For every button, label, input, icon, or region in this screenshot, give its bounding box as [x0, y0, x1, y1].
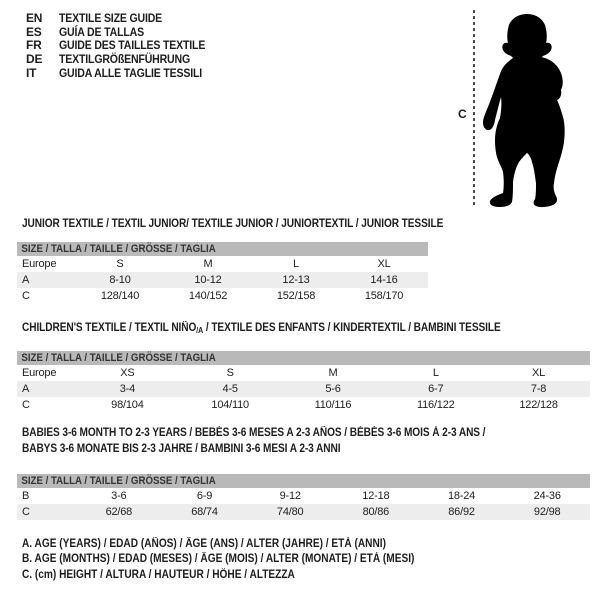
table-row	[17, 504, 590, 520]
children-title-sub: /A	[196, 326, 204, 335]
size-value: 18-24	[447, 490, 476, 502]
size-value: 3-6	[111, 490, 127, 502]
size-value: 12-18	[362, 490, 390, 502]
babies-table-title	[22, 426, 549, 457]
language-code: EN	[26, 10, 43, 25]
height-dotted-line	[473, 10, 475, 206]
row-label: Europe	[22, 258, 57, 270]
size-value: 68/74	[191, 506, 218, 518]
size-value: 9-12	[279, 490, 301, 502]
table-row	[17, 256, 428, 272]
language-title-list	[26, 11, 225, 79]
table-row	[17, 365, 590, 381]
size-value: S	[226, 367, 234, 379]
language-row	[26, 11, 225, 25]
table-row	[17, 288, 428, 304]
junior-table-title-text: JUNIOR TEXTILE / TEXTIL JUNIOR/ TEXTILE JUNIOR / JUNIORTEXTIL / JUNIOR TESSILE	[22, 218, 444, 230]
guide-title: GUIDA ALLE TAGLIE TESSILI	[59, 65, 203, 80]
size-value: 74/80	[276, 506, 304, 518]
babies-title-line1: BABIES 3-6 MONTH TO 2-3 YEARS / BEBÉS 3-6 MESES A 2-3 AÑOS / BÉBÉS 3-6 MOIS À 2-3 ANS /	[22, 427, 486, 439]
size-value: 104/110	[211, 399, 249, 411]
size-value: 80/86	[362, 506, 390, 518]
size-value: XL	[532, 367, 546, 379]
size-value: 3-4	[119, 383, 136, 395]
size-value: 6-9	[196, 490, 213, 502]
legend-line-c-text: C. (cm) HEIGHT / ALTURA / HAUTEUR / HÖHE / ALTEZZA	[22, 568, 295, 581]
babies-title-line2: BABYS 3-6 MONATE BIS 2-3 JAHRE / BAMBINI 3-6 MESI A 2-3 ANNI	[22, 442, 341, 455]
language-code: DE	[26, 51, 43, 66]
row-label: A	[22, 383, 30, 395]
guide-title: GUIDE DES TAILLES TEXTILE	[59, 38, 206, 53]
table-row	[17, 272, 428, 288]
row-label: B	[22, 490, 30, 502]
size-value: 158/170	[364, 290, 404, 302]
size-value: 122/128	[519, 399, 558, 411]
row-label: C	[22, 506, 30, 518]
row-label: C	[22, 399, 30, 411]
guide-title: TEXTILE SIZE GUIDE	[59, 10, 163, 25]
language-row	[26, 66, 225, 80]
size-value: L	[432, 367, 439, 379]
size-header-label: SIZE / TALLA / TAILLE / GRÖSSE / TAGLIA	[21, 475, 216, 487]
size-value: 110/116	[314, 399, 352, 411]
size-value: 152/158	[276, 290, 316, 302]
children-title-pre: CHILDREN'S TEXTILE / TEXTIL NIÑO	[22, 322, 197, 334]
children-title-post: / TEXTILE DES ENFANTS / KINDERTEXTIL / BAMBINI TESSILE	[203, 322, 501, 334]
row-label: A	[22, 274, 30, 286]
guide-title: TEXTILGRÖßENFÜHRUNG	[59, 51, 191, 66]
size-value: 6-7	[428, 383, 444, 395]
legend-line-a-text: A. AGE (YEARS) / EDAD (AÑOS) / ÂGE (ANS) / ALTER (JAHRE) / ETÀ (ANNI)	[22, 538, 386, 550]
baby-silhouette-icon	[481, 12, 573, 210]
size-value: 86/92	[448, 506, 475, 518]
height-measure-label: C	[458, 107, 467, 121]
children-size-table	[17, 365, 590, 413]
size-header-label: SIZE / TALLA / TAILLE / GRÖSSE / TAGLIA	[21, 352, 216, 364]
size-value: 140/152	[188, 290, 228, 302]
size-value: 4-5	[222, 383, 238, 395]
size-value: 128/140	[100, 290, 140, 302]
babies-size-table	[17, 488, 590, 520]
measurement-legend	[22, 538, 468, 584]
size-value: 7-8	[530, 383, 547, 395]
row-label: Europe	[22, 367, 57, 379]
size-value: 14-16	[370, 274, 398, 286]
junior-table-title	[22, 218, 501, 230]
table-row	[17, 397, 590, 413]
children-table-title-text	[22, 322, 501, 335]
row-label: C	[22, 290, 30, 302]
size-value: S	[116, 258, 124, 270]
table-row	[17, 488, 590, 504]
language-code: IT	[26, 65, 37, 80]
size-value: 116/122	[417, 399, 455, 411]
language-row	[26, 25, 225, 39]
size-value: 10-12	[194, 274, 222, 286]
guide-title: GUÍA DE TALLAS	[59, 24, 144, 39]
table-row	[17, 381, 590, 397]
junior-size-table	[17, 256, 428, 304]
legend-line-c	[22, 569, 468, 584]
size-value: L	[293, 258, 299, 270]
children-size-header-bar	[17, 351, 590, 365]
size-value: 8-10	[109, 274, 131, 286]
babies-size-header-bar	[17, 474, 590, 488]
size-value: XL	[377, 258, 391, 270]
legend-line-b	[22, 553, 468, 568]
size-value: M	[203, 258, 213, 270]
legend-line-b-text: B. AGE (MONTHS) / EDAD (MESES) / ÂGE (MOIS) / ALTER (MONATE) / ETÀ (MESI)	[22, 553, 415, 566]
size-value: 12-13	[282, 274, 310, 286]
language-code: ES	[26, 24, 42, 39]
language-code: FR	[26, 38, 42, 53]
size-header-label: SIZE / TALLA / TAILLE / GRÖSSE / TAGLIA	[21, 243, 216, 255]
junior-size-header-bar	[17, 242, 428, 256]
size-value: 24-36	[533, 490, 561, 502]
language-row	[26, 38, 225, 52]
children-table-title	[22, 322, 566, 335]
size-value: M	[328, 367, 338, 379]
size-value: XS	[120, 367, 135, 379]
size-value: 5-6	[325, 383, 341, 395]
size-value: 62/68	[105, 506, 133, 518]
size-value: 92/98	[533, 506, 561, 518]
legend-line-a	[22, 538, 468, 553]
size-value: 98/104	[111, 399, 144, 411]
language-row	[26, 52, 225, 66]
